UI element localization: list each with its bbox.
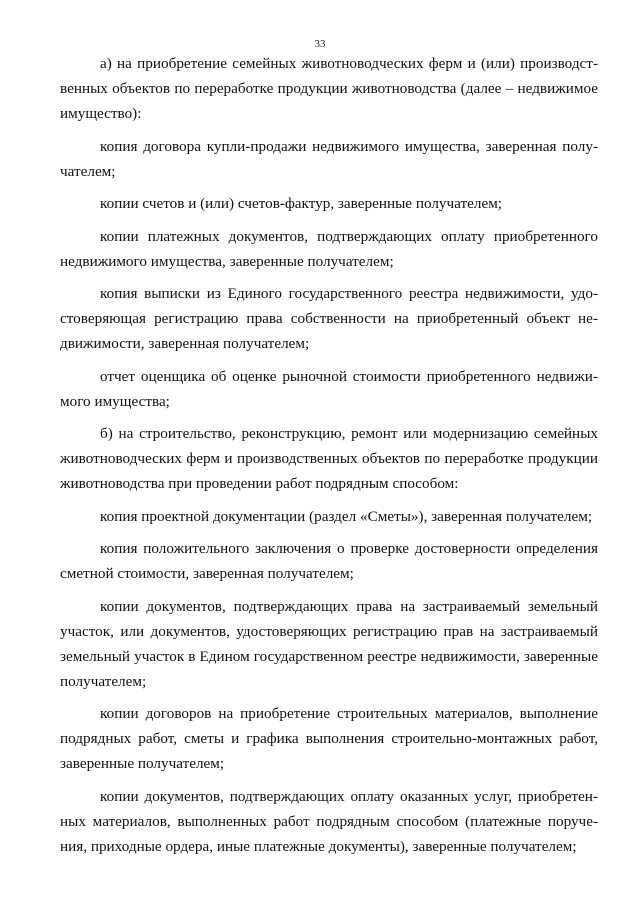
paragraph-appraiser-report: отчет оценщика об оценке рыночной стоимости приобретенного недвижимого имущества; bbox=[60, 367, 598, 410]
paragraph-payment-documents-copy: копии платежных документов, подтверждающих оплату приобретенного недвижимого имущества, заверенные получателем; bbox=[60, 227, 598, 270]
document-body bbox=[60, 51, 598, 866]
paragraph-a-acquisition: а) на приобретение семейных животноводческих ферм и (или) производственных объектов по переработке продукции животноводства (далее – недвижимое имущество): bbox=[60, 55, 598, 122]
paragraph-invoices-copy: копии счетов и (или) счетов-фактур, заверенные получателем; bbox=[100, 195, 503, 212]
paragraph-land-rights-documents-copy: копии документов, подтверждающих права на застраиваемый земельный участок, или документов, удостоверяющих регистрацию прав на застраиваемый земельный участок в Едином государственном реестре недвижимости, заверенные получателем; bbox=[60, 597, 598, 690]
paragraph-positive-conclusion-copy: копия положительного заключения о проверке достоверности определения сметной стоимости, заверенная получателем; bbox=[60, 540, 598, 582]
paragraph-materials-contracts-copy: копии договоров на приобретение строительных материалов, выполнение подрядных работ, сметы и графика выполнения строительно-монтажных работ, заверенные получателем; bbox=[60, 705, 598, 772]
paragraph-project-documentation-copy: копия проектной документации (раздел «Сметы»), заверенная получателем; bbox=[100, 507, 593, 525]
paragraph-registry-extract-copy: копия выписки из Единого государственного реестра недвижимости, удостоверяющая регистрацию права собственности на приобретенный объект недвижимости, заверенная получателем; bbox=[60, 285, 598, 352]
paragraph-b-construction: б) на строительство, реконструкцию, ремонт или модернизацию семейных животноводческих ферм и производственных объектов по переработке продукции животноводства при проведении работ подрядным способом: bbox=[60, 425, 598, 492]
paragraph-purchase-contract-copy: копия договора купли-продажи недвижимого имущества, заверенная получателем; bbox=[60, 137, 598, 180]
paragraph-services-payment-copy: копии документов, подтверждающих оплату оказанных услуг, приобретенных материалов, выполненных работ подрядным способом (платежные поручения, приходные ордера, иные платежные документы), заверенные получателем; bbox=[60, 787, 598, 855]
page-number: 33 bbox=[314, 38, 326, 50]
